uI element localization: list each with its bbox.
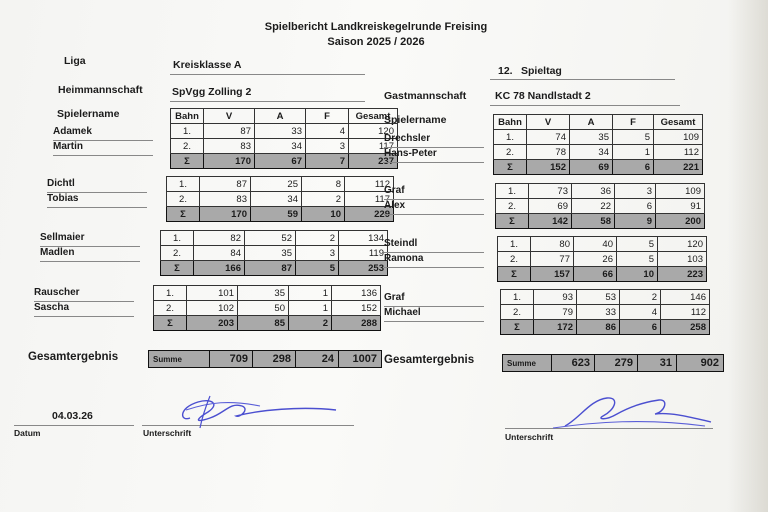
player-score-table bbox=[170, 108, 398, 169]
sum-f: 10 bbox=[302, 207, 345, 222]
lane-number: 1. bbox=[167, 177, 200, 192]
score-v: 87 bbox=[200, 177, 251, 192]
lane-number: 1. bbox=[501, 290, 534, 305]
column-header-f: F bbox=[306, 109, 349, 124]
sum-v: 166 bbox=[194, 261, 245, 276]
column-header-bahn: Bahn bbox=[494, 115, 527, 130]
sum-symbol: Σ bbox=[167, 207, 200, 222]
score-a: 35 bbox=[570, 130, 613, 145]
sum-f: 2 bbox=[289, 316, 332, 331]
lane-number: 2. bbox=[171, 139, 204, 154]
sum-v: 203 bbox=[187, 316, 238, 331]
score-f: 1 bbox=[289, 286, 332, 301]
home-total-f: 24 bbox=[296, 351, 339, 368]
score-a: 52 bbox=[245, 231, 296, 246]
heim-label: Heimmannschaft bbox=[58, 84, 143, 96]
score-a: 33 bbox=[255, 124, 306, 139]
liga-label: Liga bbox=[64, 55, 86, 67]
lane-number: 1. bbox=[494, 130, 527, 145]
score-f: 4 bbox=[306, 124, 349, 139]
player-score-table bbox=[160, 230, 388, 276]
home-spielername-header: Spielername bbox=[57, 108, 120, 120]
sum-a: 85 bbox=[238, 316, 289, 331]
sum-symbol: Σ bbox=[161, 261, 194, 276]
sum-v: 170 bbox=[204, 154, 255, 169]
player-last-name: Drechsler bbox=[384, 133, 431, 144]
score-a: 26 bbox=[574, 252, 617, 267]
guest-total-label: Gesamtergebnis bbox=[384, 354, 475, 366]
sum-gesamt: 288 bbox=[332, 316, 381, 331]
player-score-table bbox=[493, 114, 703, 175]
column-header-v: V bbox=[204, 109, 255, 124]
season-label: Saison 2025 / 2026 bbox=[327, 36, 425, 48]
guest-total-a: 279 bbox=[595, 355, 638, 372]
sum-f: 7 bbox=[306, 154, 349, 169]
home-total-gesamt: 1007 bbox=[339, 351, 382, 368]
score-gesamt: 152 bbox=[332, 301, 381, 316]
score-f: 5 bbox=[617, 252, 658, 267]
column-header-gesamt: Gesamt bbox=[654, 115, 703, 130]
player-first-name: Ramona bbox=[384, 253, 424, 264]
lane-number: 2. bbox=[167, 192, 200, 207]
score-f: 3 bbox=[296, 246, 339, 261]
score-v: 80 bbox=[531, 237, 574, 252]
score-f: 6 bbox=[615, 199, 656, 214]
lane-number: 2. bbox=[494, 145, 527, 160]
score-gesamt: 146 bbox=[661, 290, 710, 305]
score-v: 78 bbox=[527, 145, 570, 160]
guest-total-summe-label: Summe bbox=[503, 355, 552, 372]
score-v: 102 bbox=[187, 301, 238, 316]
score-gesamt: 112 bbox=[661, 305, 710, 320]
score-gesamt: 109 bbox=[654, 130, 703, 145]
score-f: 5 bbox=[613, 130, 654, 145]
player-first-name: Alex bbox=[384, 200, 406, 211]
lane-number: 1. bbox=[171, 124, 204, 139]
score-f: 4 bbox=[620, 305, 661, 320]
score-f: 8 bbox=[302, 177, 345, 192]
spieltag-label: Spieltag bbox=[521, 65, 562, 77]
guest-signature-label: Unterschrift bbox=[505, 432, 554, 442]
player-last-name: Graf bbox=[384, 185, 405, 196]
score-gesamt: 109 bbox=[656, 184, 705, 199]
score-v: 87 bbox=[204, 124, 255, 139]
column-header-f: F bbox=[613, 115, 654, 130]
sum-a: 69 bbox=[570, 160, 613, 175]
sum-symbol: Σ bbox=[171, 154, 204, 169]
sum-v: 170 bbox=[200, 207, 251, 222]
sum-symbol: Σ bbox=[154, 316, 187, 331]
sum-symbol: Σ bbox=[498, 267, 531, 282]
sum-v: 157 bbox=[531, 267, 574, 282]
score-gesamt: 103 bbox=[658, 252, 707, 267]
sum-f: 10 bbox=[617, 267, 658, 282]
score-v: 93 bbox=[534, 290, 577, 305]
score-v: 84 bbox=[194, 246, 245, 261]
sum-v: 172 bbox=[534, 320, 577, 335]
player-first-name: Hans-Peter bbox=[384, 148, 437, 159]
lane-number: 2. bbox=[498, 252, 531, 267]
home-total-table bbox=[148, 350, 382, 368]
score-v: 83 bbox=[200, 192, 251, 207]
column-header-v: V bbox=[527, 115, 570, 130]
lane-number: 2. bbox=[501, 305, 534, 320]
sum-f: 5 bbox=[296, 261, 339, 276]
player-score-table bbox=[500, 289, 710, 335]
player-score-table bbox=[166, 176, 394, 222]
sum-a: 86 bbox=[577, 320, 620, 335]
score-a: 36 bbox=[572, 184, 615, 199]
score-f: 2 bbox=[302, 192, 345, 207]
player-last-name: Adamek bbox=[53, 126, 92, 137]
sum-a: 66 bbox=[574, 267, 617, 282]
sum-f: 6 bbox=[620, 320, 661, 335]
score-gesamt: 117 bbox=[345, 192, 394, 207]
score-a: 50 bbox=[238, 301, 289, 316]
spieltag-number: 12. bbox=[498, 65, 513, 77]
score-f: 1 bbox=[289, 301, 332, 316]
score-f: 5 bbox=[617, 237, 658, 252]
column-header-gesamt: Gesamt bbox=[349, 109, 398, 124]
score-v: 83 bbox=[204, 139, 255, 154]
score-gesamt: 136 bbox=[332, 286, 381, 301]
score-f: 2 bbox=[620, 290, 661, 305]
score-gesamt: 112 bbox=[654, 145, 703, 160]
score-v: 69 bbox=[529, 199, 572, 214]
score-a: 35 bbox=[238, 286, 289, 301]
score-v: 79 bbox=[534, 305, 577, 320]
home-signature-image bbox=[150, 388, 340, 433]
player-first-name: Madlen bbox=[40, 247, 75, 258]
score-a: 40 bbox=[574, 237, 617, 252]
column-header-a: A bbox=[255, 109, 306, 124]
lane-number: 1. bbox=[498, 237, 531, 252]
score-a: 34 bbox=[251, 192, 302, 207]
guest-spielername-header: Spielername bbox=[384, 114, 447, 126]
match-date: 04.03.26 bbox=[52, 410, 93, 422]
player-first-name: Sascha bbox=[34, 302, 70, 313]
sum-gesamt: 223 bbox=[658, 267, 707, 282]
score-gesamt: 120 bbox=[349, 124, 398, 139]
column-header-bahn: Bahn bbox=[171, 109, 204, 124]
sum-v: 142 bbox=[529, 214, 572, 229]
player-last-name: Dichtl bbox=[47, 178, 75, 189]
home-total-label: Gesamtergebnis bbox=[28, 351, 119, 363]
guest-total-gesamt: 902 bbox=[677, 355, 724, 372]
sum-gesamt: 253 bbox=[339, 261, 388, 276]
home-total-summe-label: Summe bbox=[149, 351, 210, 368]
score-f: 1 bbox=[613, 145, 654, 160]
datum-label: Datum bbox=[14, 428, 41, 438]
lane-number: 2. bbox=[154, 301, 187, 316]
player-score-table bbox=[153, 285, 381, 331]
lane-number: 2. bbox=[496, 199, 529, 214]
sum-f: 9 bbox=[615, 214, 656, 229]
sum-symbol: Σ bbox=[501, 320, 534, 335]
score-gesamt: 120 bbox=[658, 237, 707, 252]
player-first-name: Michael bbox=[384, 307, 421, 318]
score-v: 101 bbox=[187, 286, 238, 301]
score-gesamt: 119 bbox=[339, 246, 388, 261]
sum-symbol: Σ bbox=[496, 214, 529, 229]
score-a: 34 bbox=[570, 145, 613, 160]
lane-number: 1. bbox=[496, 184, 529, 199]
sheet-title: Spielbericht Landkreiskegelrunde Freising bbox=[264, 21, 488, 33]
lane-number: 1. bbox=[161, 231, 194, 246]
sum-gesamt: 229 bbox=[345, 207, 394, 222]
score-v: 82 bbox=[194, 231, 245, 246]
score-v: 77 bbox=[531, 252, 574, 267]
player-last-name: Steindl bbox=[384, 238, 418, 249]
sum-a: 67 bbox=[255, 154, 306, 169]
column-header-a: A bbox=[570, 115, 613, 130]
score-a: 53 bbox=[577, 290, 620, 305]
guest-total-f: 31 bbox=[638, 355, 677, 372]
score-a: 33 bbox=[577, 305, 620, 320]
sum-a: 58 bbox=[572, 214, 615, 229]
score-v: 73 bbox=[529, 184, 572, 199]
score-f: 3 bbox=[306, 139, 349, 154]
player-first-name: Martin bbox=[53, 141, 83, 152]
guest-total-v: 623 bbox=[552, 355, 595, 372]
score-a: 22 bbox=[572, 199, 615, 214]
guest-total-table bbox=[502, 354, 724, 372]
player-first-name: Tobias bbox=[47, 193, 79, 204]
score-gesamt: 134 bbox=[339, 231, 388, 246]
guest-signature-image bbox=[545, 388, 715, 433]
score-gesamt: 91 bbox=[656, 199, 705, 214]
score-a: 35 bbox=[245, 246, 296, 261]
sum-gesamt: 200 bbox=[656, 214, 705, 229]
lane-number: 1. bbox=[154, 286, 187, 301]
gast-value: KC 78 Nandlstadt 2 bbox=[495, 90, 591, 102]
gast-label: Gastmannschaft bbox=[384, 90, 467, 102]
sum-gesamt: 221 bbox=[654, 160, 703, 175]
score-gesamt: 112 bbox=[345, 177, 394, 192]
score-f: 2 bbox=[296, 231, 339, 246]
sum-symbol: Σ bbox=[494, 160, 527, 175]
score-v: 74 bbox=[527, 130, 570, 145]
sum-gesamt: 258 bbox=[661, 320, 710, 335]
score-f: 3 bbox=[615, 184, 656, 199]
home-total-a: 298 bbox=[253, 351, 296, 368]
player-last-name: Graf bbox=[384, 292, 405, 303]
liga-value: Kreisklasse A bbox=[173, 59, 242, 71]
sum-a: 59 bbox=[251, 207, 302, 222]
lane-number: 2. bbox=[161, 246, 194, 261]
player-score-table bbox=[495, 183, 705, 229]
heim-value: SpVgg Zolling 2 bbox=[172, 86, 252, 98]
player-score-table bbox=[497, 236, 707, 282]
sum-gesamt: 237 bbox=[349, 154, 398, 169]
player-last-name: Sellmaier bbox=[40, 232, 85, 243]
home-total-v: 709 bbox=[210, 351, 253, 368]
sum-f: 6 bbox=[613, 160, 654, 175]
sum-v: 152 bbox=[527, 160, 570, 175]
score-a: 25 bbox=[251, 177, 302, 192]
score-a: 34 bbox=[255, 139, 306, 154]
player-last-name: Rauscher bbox=[34, 287, 80, 298]
sum-a: 87 bbox=[245, 261, 296, 276]
home-signature-label: Unterschrift bbox=[143, 428, 192, 438]
score-gesamt: 117 bbox=[349, 139, 398, 154]
